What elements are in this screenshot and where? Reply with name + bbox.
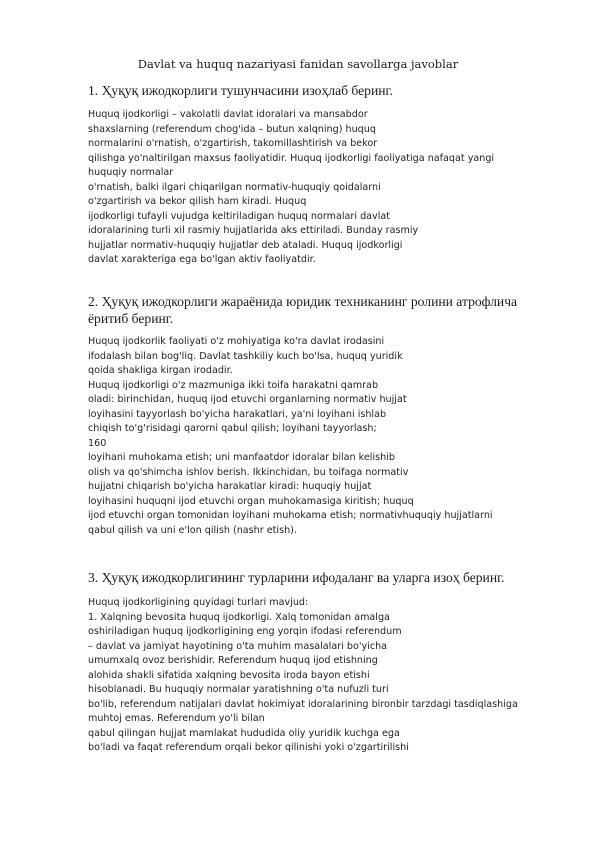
text-line: qabul qilish va uni e'lon qilish (nashr etish). [88,524,297,536]
text-line: muhtoj emas. Referendum yo'li bilan [88,713,265,724]
text-line: ijodkorligi tufayli vujudga keltiriladigan huquq normalari davlat [88,210,391,222]
text-line: umumxalq ovoz berishidir. Referendum huquq ijod etishning [88,655,378,666]
section-3-heading: 3. Ҳуқуқ ижодкорлигининг турларини ифодаланг ва уларга изоҳ беринг. [88,570,505,585]
text-line: qilishga yo'naltirilgan maxsus faoliyatidir. Huquq ijodkorligi faoliyatiga nafaqat yangi [88,152,495,164]
text-line: oladi: birinchidan, huquq ijod etuvchi organlarning normativ hujjat [88,394,407,405]
text-line: hujjatlar normativ-huquqiy hujjatlar deb ataladi. Huquq ijodkorligi [88,239,403,251]
section-2-heading-line: 2. Ҳуқуқ ижодкорлиги жараёнида юридик техниканинг ролини атрофлича [88,294,518,309]
text-line: loyihasini tayyorlash bo'yicha harakatlari, ya'ni loyihani ishlab [88,408,387,420]
text-line: Huquq ijodkorlik faoliyati o'z mohiyatiga ko'ra davlat irodasini [88,336,385,347]
text-line: shaxslarning (referendum chog'ida – butun xalqning) huquq [88,123,376,135]
text-line: Huquq ijodkorligining quyidagi turlari mavjud: [88,597,309,608]
text-line: qoida shakliga kirgan irodadir. [88,365,233,376]
section-2-body [88,335,493,538]
text-line: hisoblanadi. Bu huquqiy normalar yaratishning o'ta nufuzli turi [88,684,389,695]
text-line: oshiriladigan huquq ijodkorligining eng yorqin ifodasi referendum [88,626,402,637]
text-line: 160 [88,437,107,449]
text-line: bo'ladi va faqat referendum orqali bekor qilinishi yoki o'zgartirilishi [88,742,409,753]
text-line: bo'lib, referendum natijalari davlat hokimiyat idoralarining bironbir tarzdagi tasdiqlashiga [88,698,518,710]
section-2-heading [88,293,517,327]
text-line: ifodalash bilan bog'liq. Davlat tashkiliy kuch bo'lsa, huquq yuridik [88,350,403,362]
text-line: ijod etuvchi organ tomonidan loyihani muhokama etish; normativhuquqiy hujjatlarni [88,510,493,521]
document-title: Davlat va huquq nazariyasi fanidan savollarga javoblar [137,57,459,71]
text-line: qabul qilingan hujjat mamlakat hududida oliy yuridik kuchga ega [88,727,400,739]
text-line: idoralarining turli xil rasmiy hujjatlarida aks ettiriladi. Bunday rasmiy [88,225,419,236]
text-line: davlat xarakteriga ega bo'lgan aktiv faoliyatdir. [88,254,316,265]
text-line: loyihani muhokama etish; uni manfaatdor idoralar bilan kelishib [88,452,395,463]
text-line: olish va qo'shimcha ishlov berish. Ikkinchidan, bu toifaga normativ [88,466,409,478]
text-line: hujjatni chiqarish bo'yicha harakatlar kiradi: huquqiy hujjat [88,481,372,492]
text-line: o'rnatish, balki ilgari chiqarilgan normativ-huquqiy qoidalarni [88,181,381,193]
section-1-body [88,108,494,268]
text-line: o'zgartirish va bekor qilish ham kiradi. Huquq [88,196,307,207]
text-line: chiqish to'g'risidagi qarorni qabul qilish; loyihani tayyorlash; [88,423,377,434]
text-line: normalarini o'rnatish, o'zgartirish, takomillashtirish va bekor [88,138,378,149]
text-line: huquqiy normalar [88,167,174,178]
text-line: Huquq ijodkorligi o'z mazmuniga ikki toifa harakatni qamrab [88,379,379,391]
section-2-heading-line: ёритиб беринг. [88,311,174,326]
section-3-body [88,596,518,756]
section-1-heading: 1. Ҳуқуқ ижодкорлиги тушунчасини изоҳлаб беринг. [88,83,393,98]
text-line: – davlat va jamiyat hayotining o'ta muhim masalalari bo'yicha [88,640,388,652]
text-line: 1. Xalqning bevosita huquq ijodkorligi. Xalq tomonidan amalga [88,611,390,623]
text-line: alohida shakli sifatida xalqning bevosita iroda bayon etishi [88,669,370,681]
text-line: Huquq ijodkorligi – vakolatli davlat idoralari va mansabdor [88,109,368,120]
text-line: loyihasini huquqni ijod etuvchi organ muhokamasiga kiritish; huquq [88,495,414,507]
